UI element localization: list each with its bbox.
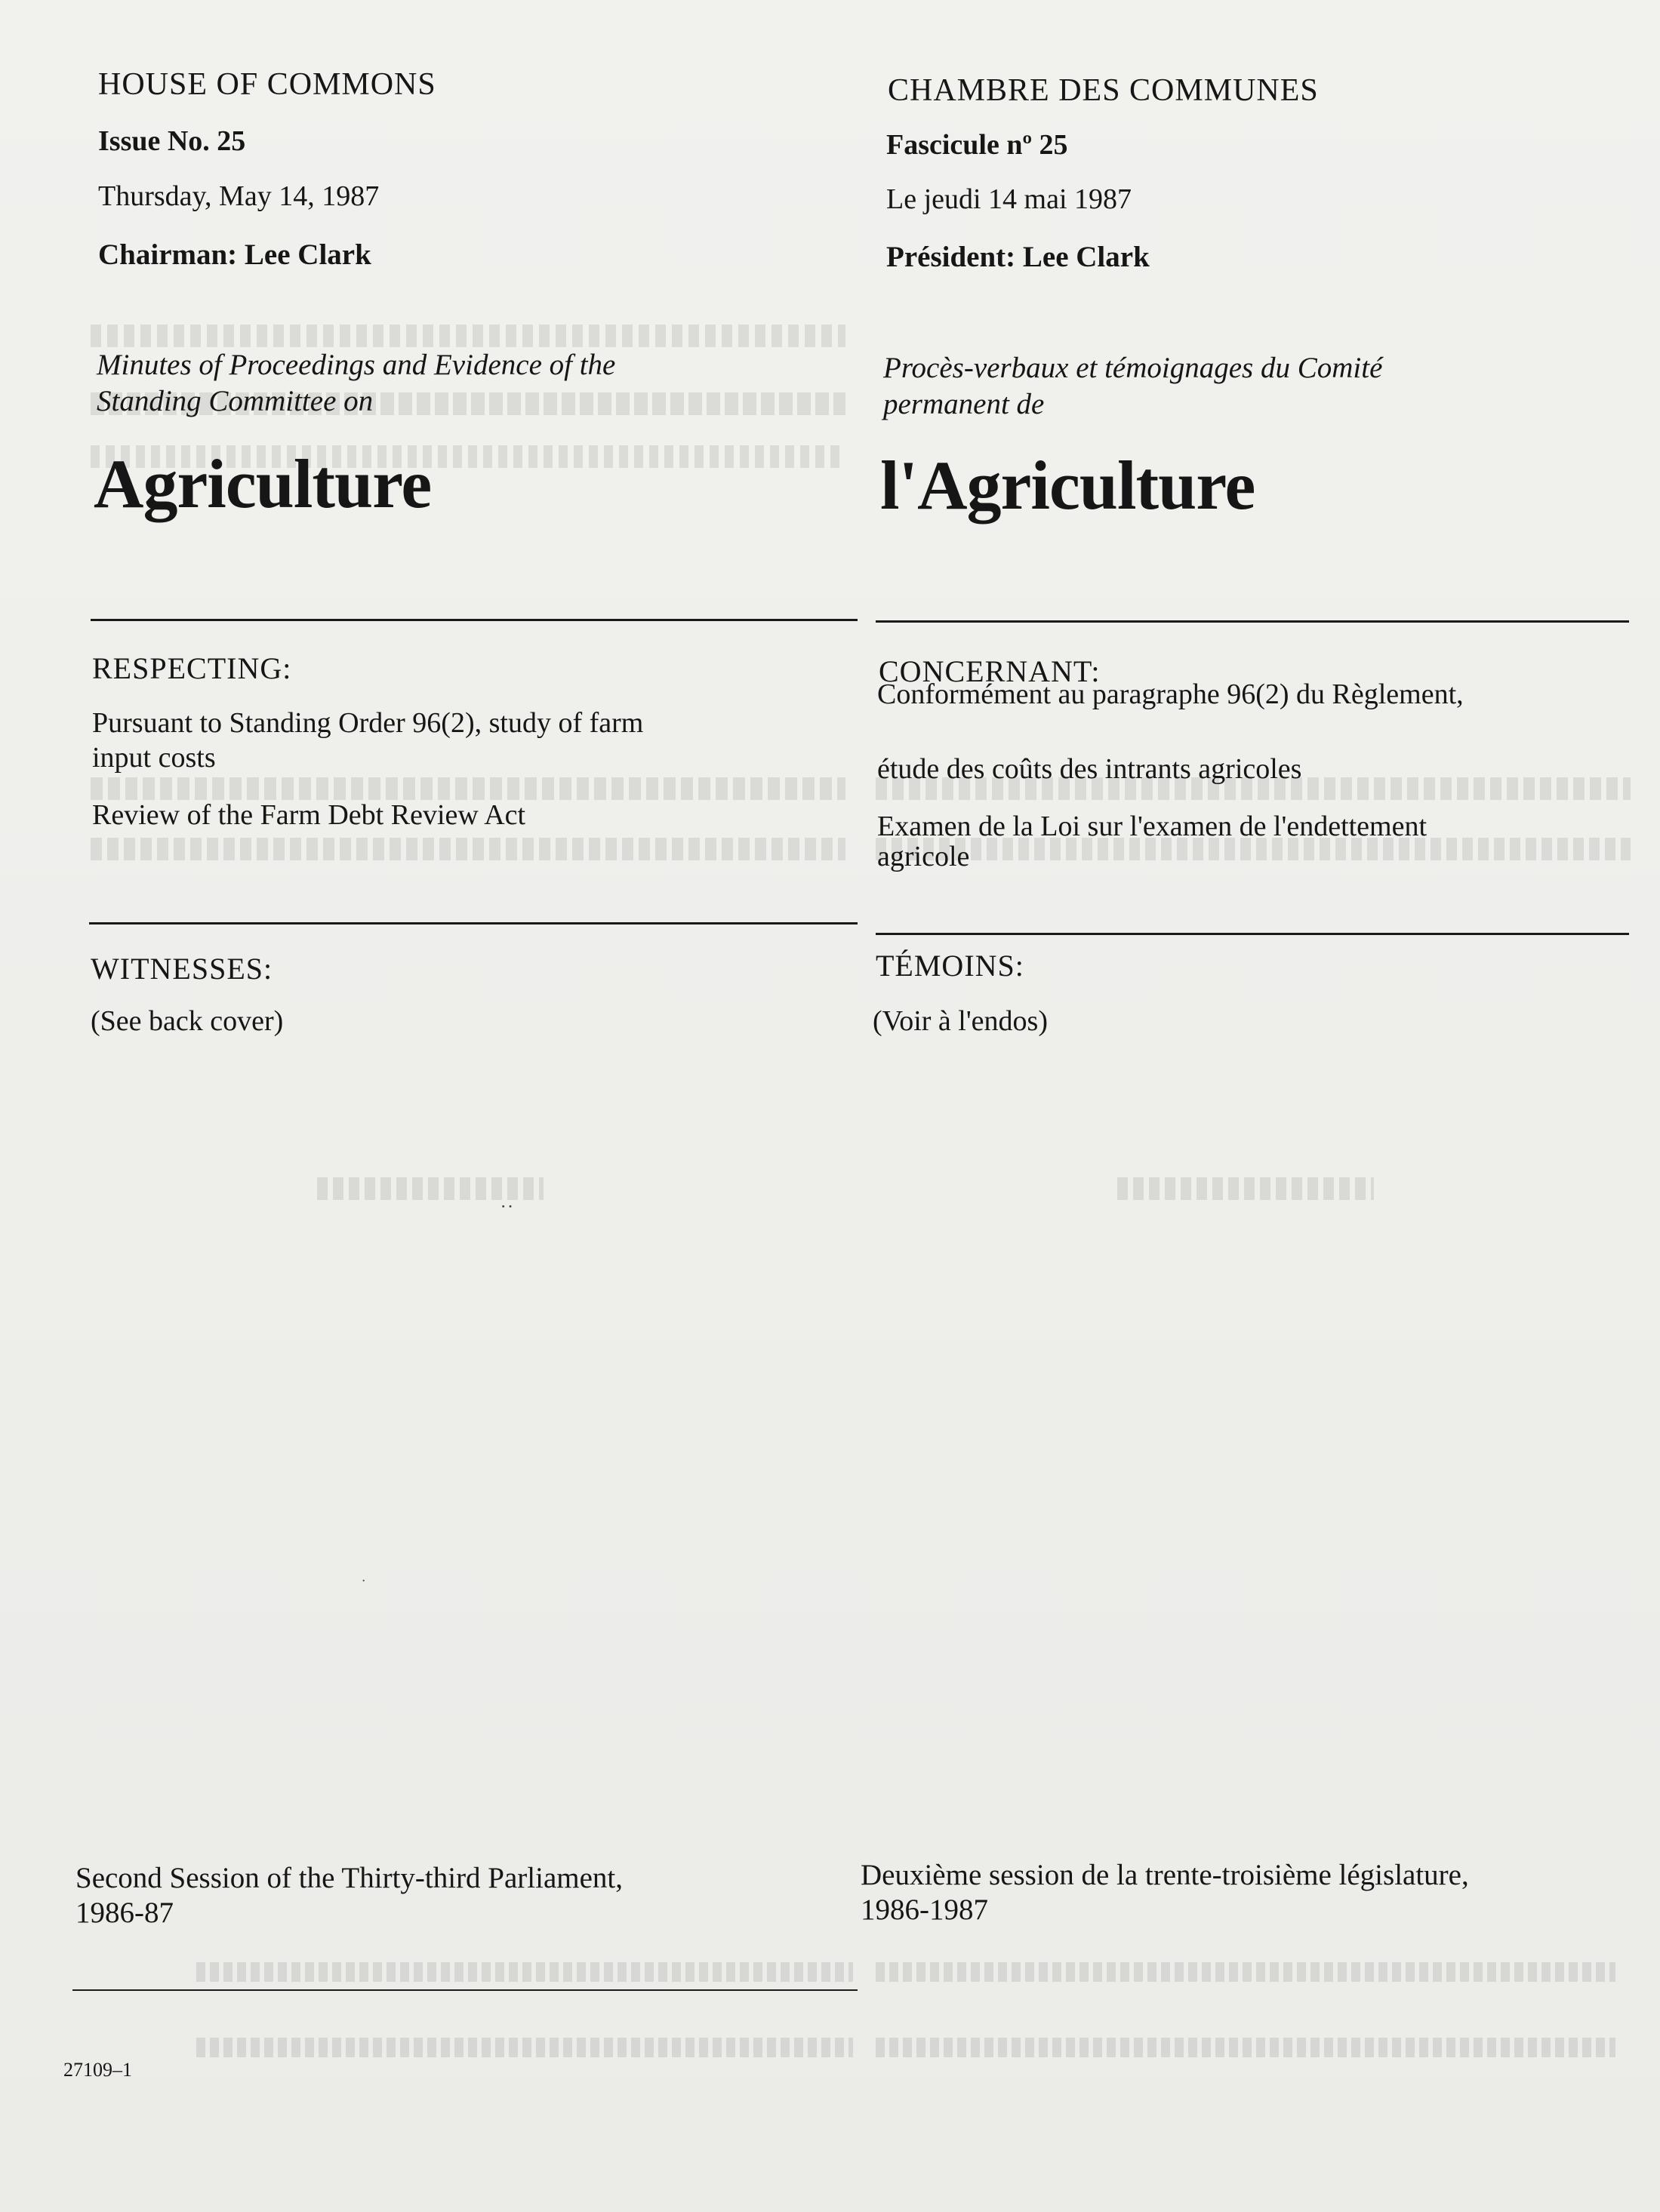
divider-middle-left bbox=[89, 922, 858, 924]
subject-item-1-line-2: input costs bbox=[92, 742, 216, 774]
temoins-note: (Voir à l'endos) bbox=[873, 1005, 1048, 1037]
fascicule-number: Fascicule nº 25 bbox=[886, 129, 1068, 161]
minutes-line-1: Minutes of Proceedings and Evidence of the bbox=[97, 349, 616, 381]
issue-number: Issue No. 25 bbox=[98, 125, 246, 157]
speck-mark: ˙˙ bbox=[500, 1201, 514, 1225]
divider-bottom-left bbox=[72, 1989, 858, 1991]
proces-verbaux-line-1: Procès-verbaux et témoignages du Comité bbox=[883, 352, 1383, 384]
chairman-label: Chairman: Lee Clark bbox=[98, 238, 371, 271]
speck-mark: ˙ bbox=[361, 1576, 367, 1595]
sujet-item-2-line-1: Examen de la Loi sur l'examen de l'endettement bbox=[877, 811, 1427, 842]
concernant-heading: CONCERNANT: bbox=[879, 654, 1101, 688]
print-code: 27109–1 bbox=[63, 2059, 132, 2081]
session-line-1: Second Session of the Thirty-third Parliament, bbox=[75, 1862, 624, 1894]
witnesses-note: (See back cover) bbox=[91, 1005, 284, 1037]
minutes-line-2: Standing Committee on bbox=[97, 385, 374, 417]
session-line-2: 1986-87 bbox=[75, 1897, 174, 1929]
subject-item-2: Review of the Farm Debt Review Act bbox=[92, 799, 526, 831]
divider-top-right bbox=[876, 620, 1629, 623]
president-label: Président: Lee Clark bbox=[886, 241, 1150, 273]
respecting-heading: RESPECTING: bbox=[92, 651, 292, 685]
fascicule-date: Le jeudi 14 mai 1987 bbox=[886, 183, 1132, 215]
comite-titre: l'Agriculture bbox=[880, 447, 1255, 524]
temoins-heading: TÉMOINS: bbox=[876, 949, 1024, 983]
sujet-item-1-line-2: étude des coûts des intrants agricoles bbox=[877, 753, 1302, 785]
session-fr-line-2: 1986-1987 bbox=[861, 1894, 988, 1926]
session-fr-line-1: Deuxième session de la trente-troisième législature, bbox=[861, 1859, 1469, 1891]
proces-verbaux-line-2: permanent de bbox=[883, 388, 1045, 420]
sujet-item-1-line-1: Conformément au paragraphe 96(2) du Règlement, bbox=[877, 678, 1464, 710]
sujet-item-2-line-2: agricole bbox=[877, 841, 970, 872]
house-of-commons-label: HOUSE OF COMMONS bbox=[98, 67, 436, 102]
chambre-des-communes-label: CHAMBRE DES COMMUNES bbox=[888, 73, 1319, 108]
divider-middle-right bbox=[876, 933, 1629, 935]
issue-date: Thursday, May 14, 1987 bbox=[98, 180, 380, 212]
committee-title: Agriculture bbox=[94, 445, 432, 522]
divider-top-left bbox=[91, 619, 858, 621]
witnesses-heading: WITNESSES: bbox=[91, 952, 273, 986]
subject-item-1-line-1: Pursuant to Standing Order 96(2), study of farm bbox=[92, 707, 644, 739]
